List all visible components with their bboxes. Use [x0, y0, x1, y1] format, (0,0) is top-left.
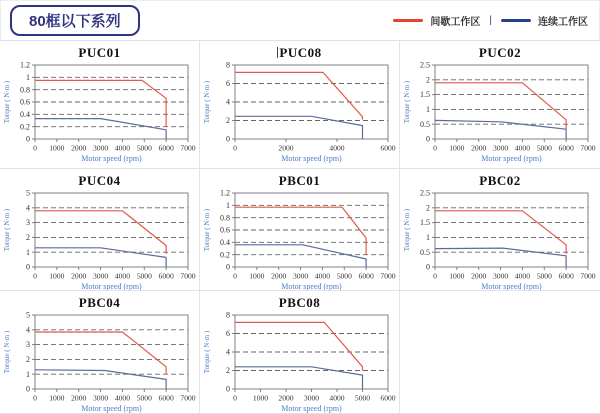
svg-text:0: 0 [232, 143, 237, 153]
svg-text:0: 0 [32, 143, 37, 153]
svg-text:0: 0 [426, 134, 430, 144]
svg-text:1: 1 [225, 200, 230, 210]
svg-text:3000: 3000 [492, 143, 509, 153]
svg-text:2000: 2000 [70, 393, 86, 403]
chart-title-text: PUC08 [279, 45, 322, 60]
svg-text:Torque ( N·m ): Torque ( N·m ) [2, 208, 11, 252]
chart-canvas-puc01 [2, 61, 198, 163]
svg-text:4000: 4000 [514, 143, 531, 153]
svg-text:0: 0 [232, 393, 237, 403]
svg-text:Motor speed (rpm): Motor speed (rpm) [280, 282, 342, 291]
continuous-zone-line-icon [501, 19, 531, 22]
svg-text:5000: 5000 [136, 271, 152, 281]
svg-text:2000: 2000 [70, 271, 86, 281]
svg-text:4: 4 [25, 325, 30, 335]
chart-cell-puc02 [400, 41, 600, 169]
svg-text:2: 2 [225, 366, 230, 376]
svg-text:5000: 5000 [136, 393, 152, 403]
svg-text:0.6: 0.6 [219, 225, 230, 235]
svg-text:0: 0 [32, 393, 37, 403]
svg-text:7000: 7000 [580, 271, 596, 281]
svg-text:Torque ( N·m ): Torque ( N·m ) [202, 208, 211, 252]
svg-text:6: 6 [225, 329, 230, 339]
chart-canvas-pbc08 [202, 311, 398, 413]
svg-text:7000: 7000 [379, 271, 396, 281]
series-title: 80框以下系列 [29, 13, 121, 30]
svg-text:0.2: 0.2 [19, 122, 30, 132]
svg-text:6: 6 [225, 79, 230, 89]
chart-title: PBC04 [78, 295, 121, 310]
svg-text:Torque ( N·m ): Torque ( N·m ) [2, 330, 11, 374]
svg-text:Torque ( N·m ): Torque ( N·m ) [2, 80, 11, 124]
svg-text:Motor speed (rpm): Motor speed (rpm) [80, 404, 142, 413]
chart-cell-pbc01 [200, 169, 400, 291]
svg-text:3000: 3000 [92, 143, 108, 153]
chart-cell-pbc08 [200, 291, 400, 414]
svg-text:1: 1 [426, 233, 430, 242]
svg-text:2: 2 [426, 203, 430, 213]
svg-text:0.2: 0.2 [219, 250, 230, 260]
chart-cell-puc01 [0, 41, 200, 169]
svg-text:0: 0 [225, 384, 230, 394]
chart-title: PBC08 [278, 295, 321, 310]
svg-text:0.5: 0.5 [420, 247, 430, 257]
svg-text:Torque ( N·m ): Torque ( N·m ) [403, 80, 411, 124]
svg-text:7000: 7000 [179, 393, 196, 403]
svg-text:6000: 6000 [158, 143, 174, 153]
legend-label-continuous: 连续工作区 [538, 17, 588, 28]
svg-text:2000: 2000 [70, 143, 86, 153]
svg-text:4000: 4000 [514, 271, 531, 281]
intermittent-zone-line-icon [393, 19, 423, 22]
svg-text:7000: 7000 [179, 143, 196, 153]
svg-text:2: 2 [426, 75, 430, 85]
svg-text:1: 1 [25, 369, 30, 379]
svg-text:4: 4 [225, 347, 230, 357]
chart-cell-puc04 [0, 169, 200, 291]
chart-canvas-pbc04 [2, 311, 198, 413]
chart-cell-pbc02 [400, 169, 600, 291]
charts-grid [0, 40, 600, 414]
svg-text:3: 3 [25, 340, 30, 350]
svg-text:0.5: 0.5 [420, 119, 430, 129]
svg-text:8: 8 [225, 311, 230, 320]
chart-title: PUC01 [78, 45, 121, 60]
svg-text:6000: 6000 [158, 393, 174, 403]
svg-text:0: 0 [426, 262, 430, 272]
svg-text:2000: 2000 [471, 271, 487, 281]
svg-text:1: 1 [426, 105, 430, 114]
svg-text:0.4: 0.4 [219, 237, 230, 247]
svg-text:0.8: 0.8 [19, 85, 30, 95]
empty-cell [400, 291, 600, 414]
svg-text:3000: 3000 [303, 393, 319, 403]
svg-text:2000: 2000 [471, 143, 487, 153]
svg-text:Torque ( N·m ): Torque ( N·m ) [403, 208, 411, 252]
svg-text:3: 3 [25, 218, 30, 228]
svg-text:1000: 1000 [449, 271, 465, 281]
svg-text:1.5: 1.5 [420, 90, 430, 100]
svg-text:0: 0 [232, 271, 237, 281]
svg-text:2.5: 2.5 [420, 189, 430, 198]
svg-text:3000: 3000 [492, 271, 509, 281]
svg-text:0.8: 0.8 [219, 213, 230, 223]
svg-text:2.5: 2.5 [420, 61, 430, 70]
svg-text:Motor speed (rpm): Motor speed (rpm) [80, 154, 142, 163]
svg-text:1: 1 [25, 247, 30, 257]
svg-text:Motor speed (rpm): Motor speed (rpm) [481, 154, 542, 163]
svg-text:5000: 5000 [536, 271, 552, 281]
svg-text:0: 0 [433, 271, 437, 281]
svg-text:0: 0 [25, 384, 30, 394]
legend [393, 13, 588, 28]
svg-text:1.2: 1.2 [19, 61, 30, 70]
chart-canvas-pbc02 [402, 189, 598, 291]
svg-text:5000: 5000 [354, 393, 370, 403]
svg-text:2000: 2000 [277, 393, 294, 403]
svg-text:4000: 4000 [328, 393, 345, 403]
svg-text:Motor speed (rpm): Motor speed (rpm) [80, 282, 142, 291]
series-title-badge [10, 5, 140, 36]
svg-text:Torque ( N·m ): Torque ( N·m ) [202, 80, 211, 124]
svg-text:5000: 5000 [136, 143, 152, 153]
svg-text:5000: 5000 [336, 271, 352, 281]
svg-text:0.4: 0.4 [19, 109, 30, 119]
svg-text:0: 0 [433, 143, 437, 153]
chart-title: PBC02 [479, 173, 521, 188]
svg-text:1.5: 1.5 [420, 218, 430, 228]
svg-text:2: 2 [25, 355, 30, 364]
svg-text:1000: 1000 [252, 393, 268, 403]
svg-text:2000: 2000 [277, 143, 294, 153]
svg-text:4: 4 [225, 97, 230, 107]
chart-title: PUC02 [478, 45, 522, 60]
chart-canvas-puc08 [202, 61, 398, 163]
svg-text:3000: 3000 [92, 271, 108, 281]
svg-text:2000: 2000 [270, 271, 286, 281]
svg-text:1.2: 1.2 [219, 189, 230, 198]
svg-text:1000: 1000 [48, 271, 64, 281]
svg-text:3000: 3000 [92, 393, 108, 403]
svg-text:1000: 1000 [449, 143, 465, 153]
legend-separator: | [489, 15, 492, 26]
svg-text:Torque ( N·m ): Torque ( N·m ) [202, 330, 211, 374]
chart-cell-puc08 [200, 41, 400, 169]
svg-text:8: 8 [225, 61, 230, 70]
chart-title: PUC04 [78, 173, 121, 188]
svg-text:4000: 4000 [114, 271, 130, 281]
svg-text:0: 0 [25, 262, 30, 272]
svg-text:7000: 7000 [179, 271, 196, 281]
svg-text:0: 0 [25, 134, 30, 144]
svg-text:6000: 6000 [158, 271, 174, 281]
chart-canvas-puc02 [402, 61, 598, 163]
svg-text:4: 4 [25, 203, 30, 213]
svg-text:0: 0 [225, 262, 230, 272]
svg-text:1000: 1000 [248, 271, 264, 281]
svg-text:5: 5 [25, 189, 30, 198]
chart-canvas-puc04 [2, 189, 198, 291]
svg-text:7000: 7000 [580, 143, 596, 153]
svg-text:1000: 1000 [48, 393, 64, 403]
svg-text:1000: 1000 [48, 143, 64, 153]
svg-text:4000: 4000 [114, 393, 130, 403]
chart-title: PBC01 [278, 173, 321, 188]
svg-text:5: 5 [25, 311, 30, 320]
svg-text:Motor speed (rpm): Motor speed (rpm) [280, 154, 342, 163]
svg-text:4000: 4000 [114, 143, 130, 153]
svg-text:6000: 6000 [558, 143, 574, 153]
chart-title [200, 45, 399, 61]
svg-text:6000: 6000 [379, 393, 396, 403]
svg-text:0: 0 [225, 134, 230, 144]
svg-text:0: 0 [32, 271, 37, 281]
svg-text:4000: 4000 [314, 271, 330, 281]
svg-text:6000: 6000 [379, 143, 396, 153]
legend-label-intermittent: 间歇工作区 [430, 17, 481, 28]
svg-text:Motor speed (rpm): Motor speed (rpm) [280, 404, 342, 413]
svg-text:6000: 6000 [558, 271, 574, 281]
svg-text:Motor speed (rpm): Motor speed (rpm) [481, 282, 542, 291]
svg-text:4000: 4000 [328, 143, 345, 153]
svg-text:2: 2 [25, 233, 30, 242]
svg-text:5000: 5000 [536, 143, 552, 153]
chart-canvas-pbc01 [202, 189, 398, 291]
svg-text:2: 2 [225, 116, 230, 126]
chart-cell-pbc04 [0, 291, 200, 414]
svg-text:3000: 3000 [292, 271, 308, 281]
svg-text:1: 1 [25, 72, 30, 82]
svg-text:0.6: 0.6 [19, 97, 30, 107]
svg-text:6000: 6000 [358, 271, 374, 281]
page-header [0, 0, 600, 40]
